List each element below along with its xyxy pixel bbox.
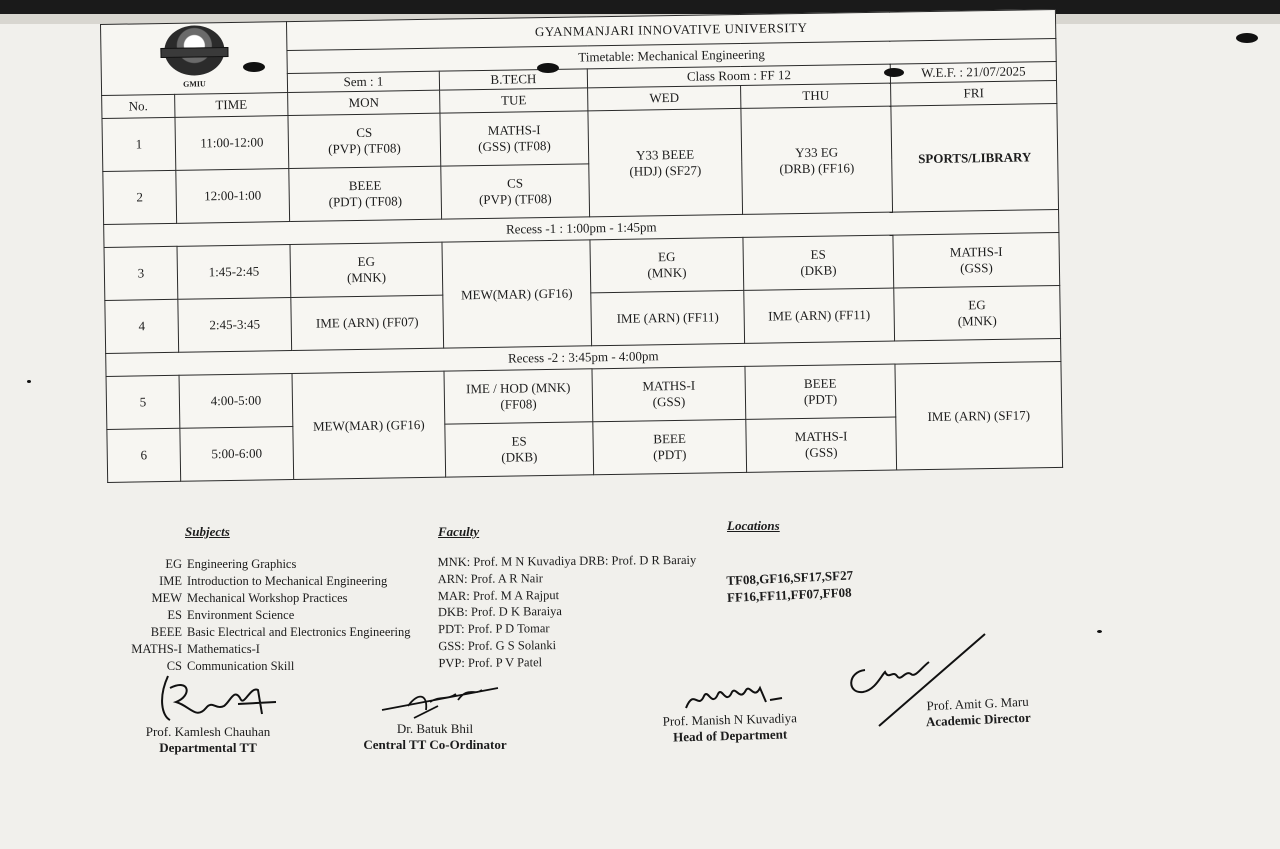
cell-tue-1: MATHS-I (GSS) (TF08) xyxy=(440,111,589,166)
cell-fri-4: EG (MNK) xyxy=(894,285,1061,341)
row-no: 3 xyxy=(104,246,178,300)
signatory-name: Prof. Kamlesh Chauhan xyxy=(145,724,271,739)
university-logo-cell xyxy=(101,22,288,96)
cell-fri-1-2: SPORTS/LIBRARY xyxy=(891,103,1059,212)
list-item: TF08,GF16,SF17,SF27 xyxy=(726,567,854,588)
ink-blot xyxy=(537,63,559,73)
cell-wed-3: EG (MNK) xyxy=(590,237,744,292)
col-header-fri: FRI xyxy=(891,80,1057,106)
class-room: Class Room : FF 12 xyxy=(587,65,890,88)
row-no: 4 xyxy=(105,299,179,353)
locations-list xyxy=(726,566,854,605)
signatory-role: Central TT Co-Ordinator xyxy=(363,737,507,752)
cell-tue-3-4: MEW(MAR) (GF16) xyxy=(442,240,592,348)
signatory-role: Academic Director xyxy=(925,709,1031,730)
cell-wed-6: BEEE (PDT) xyxy=(593,419,747,474)
list-item: MATHS-I Mathematics-I xyxy=(131,642,260,656)
list-item: MNK: Prof. M N Kuvadiya DRB: Prof. D R Baraiy xyxy=(437,552,697,570)
row-no: 1 xyxy=(102,117,176,171)
cell-thu-1-2: Y33 EG (DRB) (FF16) xyxy=(741,106,893,214)
signature-block-3 xyxy=(645,710,816,746)
row-no: 6 xyxy=(107,428,181,482)
cell-mon-3: EG (MNK) xyxy=(290,242,443,297)
list-item: IME Introduction to Mechanical Engineering xyxy=(159,574,388,588)
locations-heading: Locations xyxy=(727,518,780,533)
ink-blot xyxy=(884,68,904,77)
ink-blot xyxy=(243,62,265,72)
cell-wed-1-2: Y33 BEEE (HDJ) (SF27) xyxy=(588,108,743,216)
cell-mon-1: CS (PVP) (TF08) xyxy=(288,113,441,168)
list-item: PVP: Prof. P V Patel xyxy=(438,655,543,670)
signatory-name: Prof. Amit G. Maru xyxy=(926,693,1030,714)
photo-top-edge xyxy=(0,0,1280,14)
list-item: ARN: Prof. A R Nair xyxy=(437,571,543,586)
list-item: MAR: Prof. M A Rajput xyxy=(437,587,560,603)
col-header-time: TIME xyxy=(175,93,288,118)
list-item: PDT: Prof. P D Tomar xyxy=(438,621,550,637)
signature-block-2 xyxy=(350,721,520,753)
list-item: DKB: Prof. D K Baraiya xyxy=(437,604,563,620)
signatory-role: Head of Department xyxy=(672,726,788,745)
timetable-title: Timetable: Mechanical Engineering xyxy=(287,39,1056,74)
list-item: FF16,FF11,FF07,FF08 xyxy=(726,584,852,605)
col-header-wed: WED xyxy=(588,85,741,110)
subjects-list xyxy=(118,556,437,675)
university-title: GYANMANJARI INNOVATIVE UNIVERSITY xyxy=(286,9,1055,51)
ink-blot xyxy=(1236,33,1258,43)
cell-tue-5: IME / HOD (MNK) (FF08) xyxy=(444,369,593,424)
col-header-tue: TUE xyxy=(440,88,588,113)
col-header-mon: MON xyxy=(288,90,440,115)
signature-bhil-icon xyxy=(378,680,508,726)
subjects-heading: Subjects xyxy=(185,524,230,539)
row-time: 1:45-2:45 xyxy=(177,245,291,300)
row-time: 12:00-1:00 xyxy=(176,169,290,224)
signature-block-4 xyxy=(897,693,1058,732)
signatory-name: Prof. Manish N Kuvadiya xyxy=(662,710,798,729)
signature-chauhan-icon xyxy=(150,668,290,728)
row-no: 5 xyxy=(106,375,180,429)
row-no: 2 xyxy=(103,170,177,224)
signatory-name: Dr. Batuk Bhil xyxy=(396,721,474,736)
recess-1: Recess -1 : 1:00pm - 1:45pm xyxy=(104,209,1059,247)
col-header-thu: THU xyxy=(741,83,891,108)
cell-wed-4: IME (ARN) (FF11) xyxy=(591,290,745,345)
timetable xyxy=(100,9,1063,483)
cell-mon-4: IME (ARN) (FF07) xyxy=(291,295,444,350)
list-item: EG Engineering Graphics xyxy=(165,557,297,571)
signature-block-1 xyxy=(128,724,288,756)
row-time: 4:00-5:00 xyxy=(179,374,293,429)
logo-text: GMIU xyxy=(183,78,206,89)
col-header-no: No. xyxy=(102,94,175,118)
cell-tue-2: CS (PVP) (TF08) xyxy=(441,164,590,219)
cell-thu-4: IME (ARN) (FF11) xyxy=(744,288,895,343)
list-item: BEEE Basic Electrical and Electronics Engineering xyxy=(150,625,411,639)
faculty-heading: Faculty xyxy=(438,524,480,539)
cell-mon-2: BEEE (PDT) (TF08) xyxy=(289,166,442,221)
list-item: MEW Mechanical Workshop Practices xyxy=(151,591,348,605)
semester: Sem : 1 xyxy=(287,72,439,93)
recess-2: Recess -2 : 3:45pm - 4:00pm xyxy=(106,338,1061,376)
wef-date: W.E.F. : 21/07/2025 xyxy=(890,62,1056,83)
ink-speck xyxy=(27,380,31,383)
row-time: 11:00-12:00 xyxy=(175,116,289,171)
list-item: ES Environment Science xyxy=(167,608,295,622)
cell-fri-5-6: IME (ARN) (SF17) xyxy=(895,361,1063,470)
program: B.TECH xyxy=(439,69,587,90)
row-time: 5:00-6:00 xyxy=(180,427,294,482)
cell-thu-6: MATHS-I (GSS) xyxy=(746,417,897,472)
cell-thu-5: BEEE (PDT) xyxy=(745,364,896,419)
row-time: 2:45-3:45 xyxy=(178,298,292,353)
list-item: CS Communication Skill xyxy=(166,659,295,673)
cell-thu-3: ES (DKB) xyxy=(743,235,894,290)
cell-mon-5-6: MEW(MAR) (GF16) xyxy=(292,371,446,479)
university-logo-icon xyxy=(164,25,225,76)
faculty-list xyxy=(437,552,697,672)
timetable-sheet xyxy=(100,9,1063,509)
cell-tue-6: ES (DKB) xyxy=(445,422,594,477)
list-item: GSS: Prof. G S Solanki xyxy=(438,638,557,654)
cell-wed-5: MATHS-I (GSS) xyxy=(592,366,746,421)
signatory-role: Departmental TT xyxy=(159,740,257,755)
cell-fri-3: MATHS-I (GSS) xyxy=(893,232,1060,288)
ink-speck xyxy=(1097,630,1102,633)
